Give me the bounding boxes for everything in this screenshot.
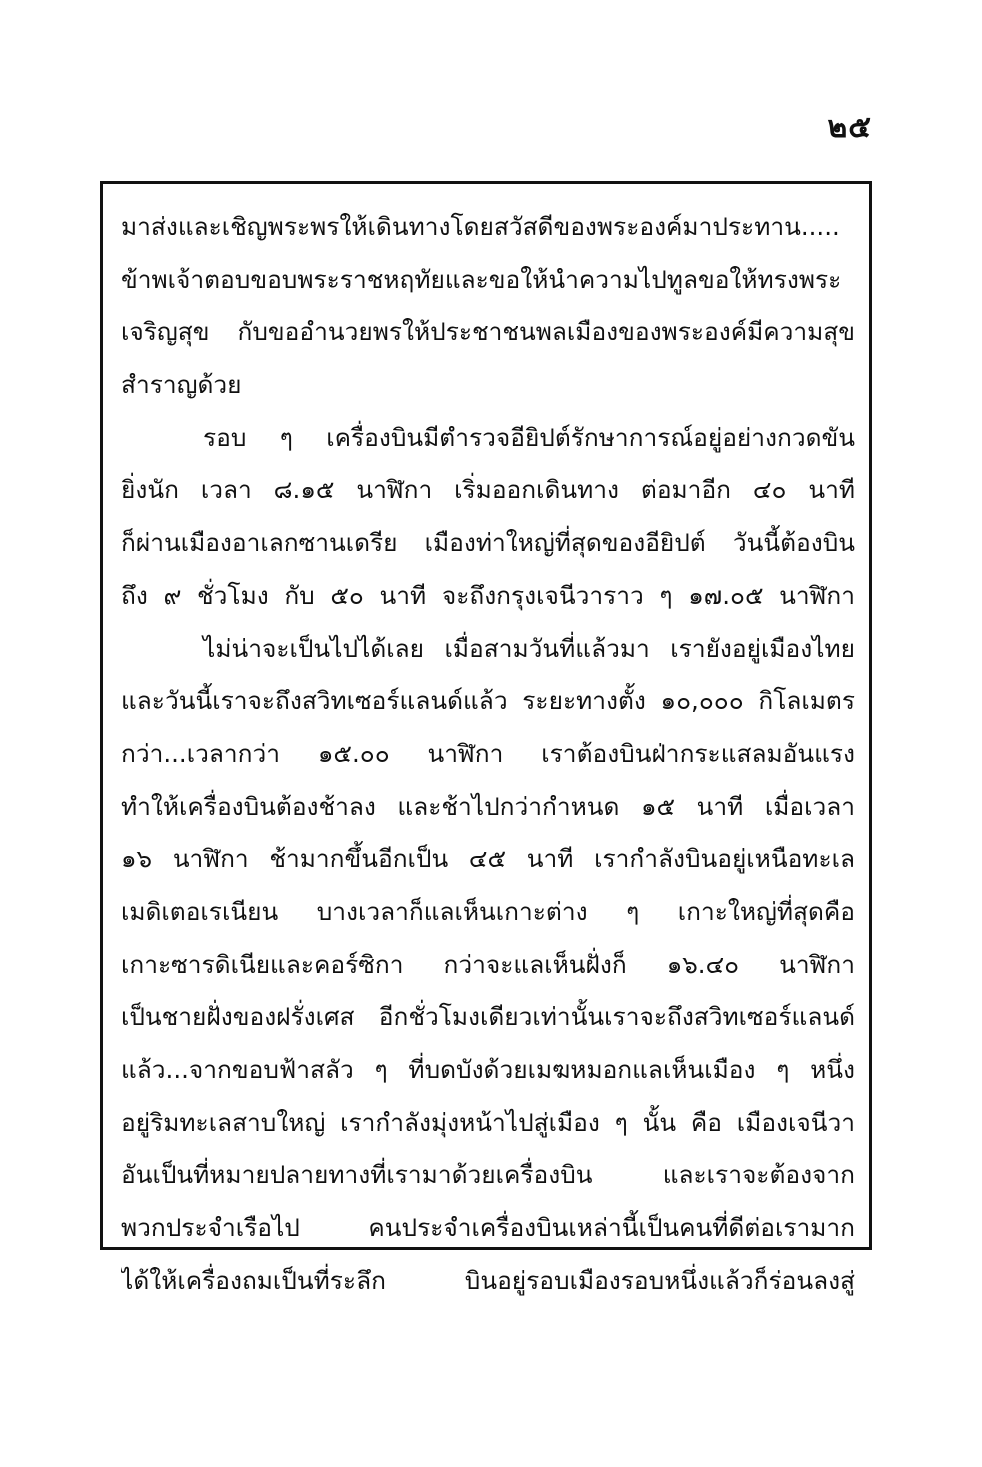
text-line: ๑๖ นาฬิกา ช้ามากขึ้นอีกเป็น ๔๕ นาที เรากำลังบินอยู่เหนือทะเล bbox=[121, 844, 855, 874]
text-line: มาส่งและเชิญพระพรให้เดินทางโดยสวัสดีของพระองค์มาประทาน..... bbox=[121, 212, 840, 241]
text-line: ได้ให้เครื่องถมเป็นที่ระลึก บินอยู่รอบเมืองรอบหนึ่งแล้วก็ร่อนลงสู่ bbox=[121, 1265, 855, 1295]
text-frame bbox=[100, 181, 872, 1295]
text-line: เกาะซารดิเนียและคอร์ซิกา กว่าจะแลเห็นฝั่งก็ ๑๖.๔๐ นาฬิกา bbox=[121, 949, 855, 979]
text-line: ไม่น่าจะเป็นไปได้เลย เมื่อสามวันที่แล้วมา เรายังอยู่เมืองไทย bbox=[203, 633, 855, 663]
text-line: อยู่ริมทะเลสาบใหญ่ เรากำลังมุ่งหน้าไปสู่เมือง ๆ นั้น คือ เมืองเจนีวา bbox=[121, 1107, 855, 1137]
text-line: ยิ่งนัก เวลา ๘.๑๕ นาฬิกา เริ่มออกเดินทาง ต่อมาอีก ๔๐ นาที bbox=[121, 475, 855, 505]
text-line: ก็ผ่านเมืองอาเลกซานเดรีย เมืองท่าใหญ่ที่สุดของอียิปต์ วันนี้ต้องบิน bbox=[121, 528, 855, 558]
text-line: ถึง ๙ ชั่วโมง กับ ๕๐ นาที จะถึงกรุงเจนีวาราว ๆ ๑๗.๐๕ นาฬิกา bbox=[121, 580, 855, 610]
text-line: เจริญสุข กับขออำนวยพรให้ประชาชนพลเมืองของพระองค์มีความสุข bbox=[121, 317, 855, 347]
text-line: ทำให้เครื่องบินต้องช้าลง และช้าไปกว่ากำหนด ๑๕ นาที เมื่อเวลา bbox=[121, 791, 855, 821]
text-line: พวกประจำเรือไป คนประจำเครื่องบินเหล่านี้เป็นคนที่ดีต่อเรามาก bbox=[121, 1213, 855, 1243]
text-line: เป็นชายฝั่งของฝรั่งเศส อีกชั่วโมงเดียวเท่านั้นเราจะถึงสวิทเซอร์แลนด์ bbox=[121, 1002, 855, 1032]
text-line: ข้าพเจ้าตอบขอบพระราชหฤทัยและขอให้นำความไปทูลขอให้ทรงพระ bbox=[121, 264, 842, 294]
text-line: เมดิเตอเรเนียน บางเวลาก็แลเห็นเกาะต่าง ๆ เกาะใหญ่ที่สุดคือ bbox=[121, 896, 855, 926]
text-line: กว่า...เวลากว่า ๑๕.๐๐ นาฬิกา เราต้องบินฝ่ากระแสลมอันแรง bbox=[121, 738, 855, 768]
text-line: รอบ ๆ เครื่องบินมีตำรวจอียิปต์รักษาการณ์อยู่อย่างกวดขัน bbox=[203, 422, 855, 452]
page-number: ๒๕ bbox=[827, 110, 872, 145]
text-line: สำราญด้วย bbox=[121, 370, 242, 400]
text-line: และวันนี้เราจะถึงสวิทเซอร์แลนด์แล้ว ระยะทางตั้ง ๑๐,๐๐๐ กิโลเมตร bbox=[121, 686, 855, 716]
text-line: แล้ว...จากขอบฟ้าสลัว ๆ ที่บดบังด้วยเมฆหมอกแลเห็นเมือง ๆ หนึ่ง bbox=[121, 1055, 855, 1084]
text-line: อันเป็นที่หมายปลายทางที่เรามาด้วยเครื่องบิน และเราจะต้องจาก bbox=[121, 1160, 855, 1190]
